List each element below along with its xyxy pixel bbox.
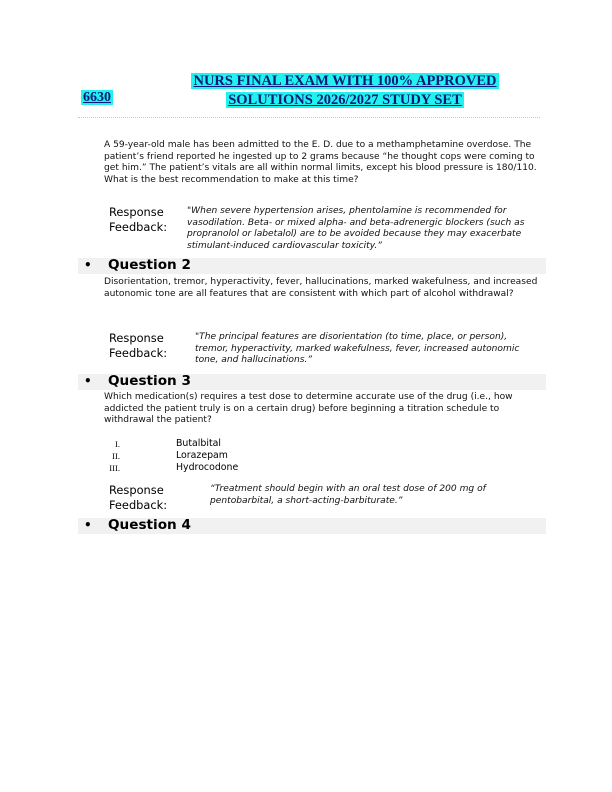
title-line-1: NURS FINAL EXAM WITH 100% APPROVED	[193, 73, 497, 89]
question-2-text: Disorientation, tremor, hyperactivity, fever, hallucinations, marked wakefulness, and increased autonomic tone are all features that are consistent with which part of alcohol withdrawal?	[104, 277, 538, 299]
question-2-feedback: "The principal features are disorientation (to time, place, or person), tremor, hyperactivity, marked wakefulness, fever, increased autonomic tone, and hallucinations.”	[195, 332, 520, 366]
question-1-text: A 59-year-old male has been admitted to the E. D. due to a methamphetamine overdose. The patient’s friend reported he ingested up to 2 grams because “he thought cops were coming to get him.” The patient’s vitals are all within normal limits, except his blood pressure is 180/110. What is the best recommendation to make at this time?	[104, 140, 537, 185]
question-3-text: Which medication(s) requires a test dose to determine accurate use of the drug (i.e., how addicted the patient truly is on a certain drug) before beginning a titration schedule to withdrawal the patient?	[104, 392, 513, 426]
option-1-number: I.	[114, 439, 120, 449]
question-3-feedback-label: Response Feedback:	[109, 483, 168, 512]
question-4-heading: Question 4	[108, 517, 191, 533]
option-3-number: III.	[109, 463, 120, 473]
title-line-2: SOLUTIONS 2026/2027 STUDY SET	[228, 92, 462, 108]
option-2-number: II.	[112, 451, 120, 461]
question-2-feedback-label: Response Feedback:	[109, 331, 168, 360]
option-2-label: Lorazepam	[176, 450, 228, 461]
question-2-heading: Question 2	[108, 257, 191, 273]
course-code: 6630	[83, 90, 111, 105]
question-2-bullet: •	[84, 258, 92, 272]
question-3-heading: Question 3	[108, 373, 191, 389]
document-title	[174, 72, 516, 110]
question-1-feedback-label: Response Feedback:	[109, 205, 168, 234]
option-3-label: Hydrocodone	[176, 462, 239, 473]
option-1-label: Butalbital	[176, 438, 221, 449]
question-1-feedback: "When severe hypertension arises, phentolamine is recommended for vasodilation. Beta- or mixed alpha- and beta-adrenergic blockers (such as propranolol or labetalol) are to be avoided because they may exacerbate stimulant-induced cardiovascular toxicity.”	[187, 206, 525, 251]
question-4-bullet: •	[84, 518, 92, 532]
question-3-bullet: •	[84, 374, 92, 388]
header-divider	[78, 117, 540, 118]
question-3-feedback: “Treatment should begin with an oral test dose of 200 mg of pentobarbital, a short-acting-barbiturate.”	[210, 484, 486, 506]
